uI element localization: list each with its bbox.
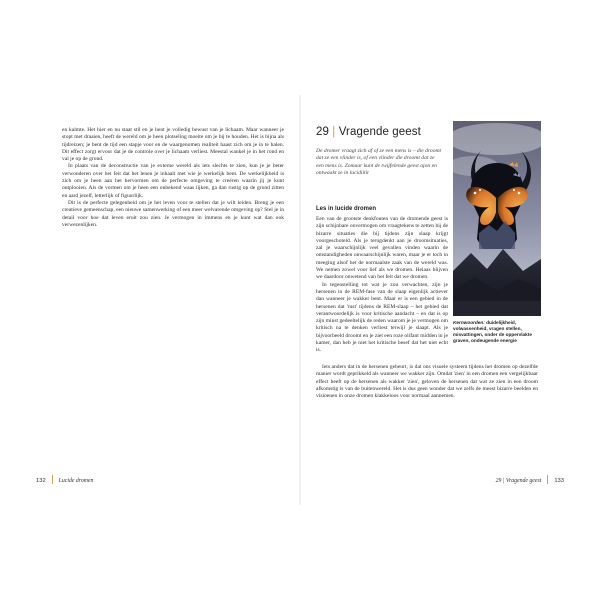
chapter-intro: De dromer vraagt zich af of ze een mens is – die droomt dat ze een vlinder is, of een vlinder die droomt dat ze een mens is. Zomaar kunt de twijfelende geest ajon en ontwaakt ze in lucidiitit (316, 148, 442, 177)
left-footer-divider (52, 475, 53, 484)
keywords-text: duidelijkheid, volwassenheid, vragen stellen, misvattingen, onder de oppervlakte graven, ondeugende energie (453, 320, 532, 343)
right-footer-divider (547, 475, 548, 484)
right-body-wide (316, 364, 538, 400)
left-paragraph-2: In plaats van de deconstructie van je externe wereld als iets slechts te zien, kun je je beter verwonderen over het feit dat het lenen je inhaalt met wie je werkelijk bent. De werkelijkheid is zich om je heen aan het hervormen om de perfecte omgeving te creëren waarin jij je kunt ontplooien. Als de vormen om je heen een onbekend waas lijken, ga dan rustig op de grond zitten en aard jezelf, letterlijk of figuurlijk. (62, 163, 284, 199)
right-page-number: 133 (554, 478, 564, 484)
left-page-number: 132 (36, 478, 46, 484)
right-body-narrow (316, 216, 448, 355)
chapter-title: Vragende geest (338, 126, 421, 138)
left-paragraph-3: Dit is de perfecte gelegenheid om je het leven voor te stellen dat je wilt leiden. Breng je een creatieve gemeenschap, een nieuwe samenwerking of een meer welvarende omgeving op? Stel je in detail voor hoe dat leven eruit zou zien. Je vermogen in immens en je kunt wat dan ook verwezenlijken. (62, 199, 284, 228)
tarot-card-illustration (453, 121, 541, 316)
left-footer (36, 475, 93, 484)
chapter-divider: | (332, 126, 336, 138)
right-paragraph-1: Een van de grootste denkfouten van de dromende geest is zijn schijnbare onvermogen om vraagtekens te zetten bij de bizarre situaties die bij tijdens zijn slaap krijgt voorgeschoteld. Als je terugdenkt aan je droomsituaties, zal je waarschijnlijk veel gevallen vinden waarin de omstandigheden onwaarschijnlijk waren, maar je er toch in meeging alsof het de normaalste zaak van de wereld was. We nemen zowel voor lief als we dromen. Helaas blijven we daardoor onwetend van het feit dat we dromen. (316, 216, 448, 281)
right-running-title: 29 | Vragende geest (495, 478, 542, 484)
right-footer (496, 475, 564, 484)
butterfly-head-illustration (453, 121, 541, 316)
left-running-title: Lucide dromen (58, 478, 94, 484)
left-body-text (62, 127, 284, 229)
chapter-number: 29 (316, 126, 329, 138)
left-paragraph-1: en kalmte. Het hier en nu staat stil en je bent je volledig bewust van je lichaam. Maar wanneer je stopt met draaien, heeft de wereld om je heen plotseling moeite om je bij te houden. Het is bijna als tijdreizen; je bent de tijd een stapje voor en de waargenomen realiteit haast zich om je in te halen. Dit effect zorgt ervoor dat je de controle over je lichaam verliest. Meestal wankel je in het rond en val je op de grond. (62, 127, 284, 163)
keywords-label: Kernwoorden: (453, 320, 485, 325)
right-paragraph-3: Iets anders dat in de hersenen gebeurt, is dat ons visuele systeem tijdens het dromen op dezelfde manier wordt geprikkeld als wanneer we wakker zijn. Omdat 'zien' in een dromen een vergelijkbaar effect heeft op de hersenen als wakker 'zien', geloven de hersenen dat wat ze zien in een droom afkomstig is van de buitenwereld. Het is dus geen wonder dat we zelfs de meest bizarre beelden en visioenen in onze dromen klakkeloos voor normaal aannemen. (316, 364, 538, 400)
right-paragraph-2: In tegenstelling tot wat je zou verwachten, zijn je hersenen in de REM-fase van de slaap eigenlijk actiever dan wanneer je wakker bent. Maar er is een gebied in de hersenen dat 'rust' tijdens de REM-slaap – het gebied dat verantwoordelijk is voor kritische aandacht – en dat is op zijn minst gedeeltelijk de reden waarom je je vermogen om kritisch na te denken verliest terwijl je slaapt. Als je bijvoorbeeld droomt en je ziet een roze olifant midden in je kamer, dan heb je niet het kritische besef dat het niet echt is. (316, 281, 448, 354)
keywords-caption (453, 320, 543, 344)
lesson-subheading: Les in lucide dromen (316, 206, 377, 212)
chapter-heading (316, 126, 421, 138)
